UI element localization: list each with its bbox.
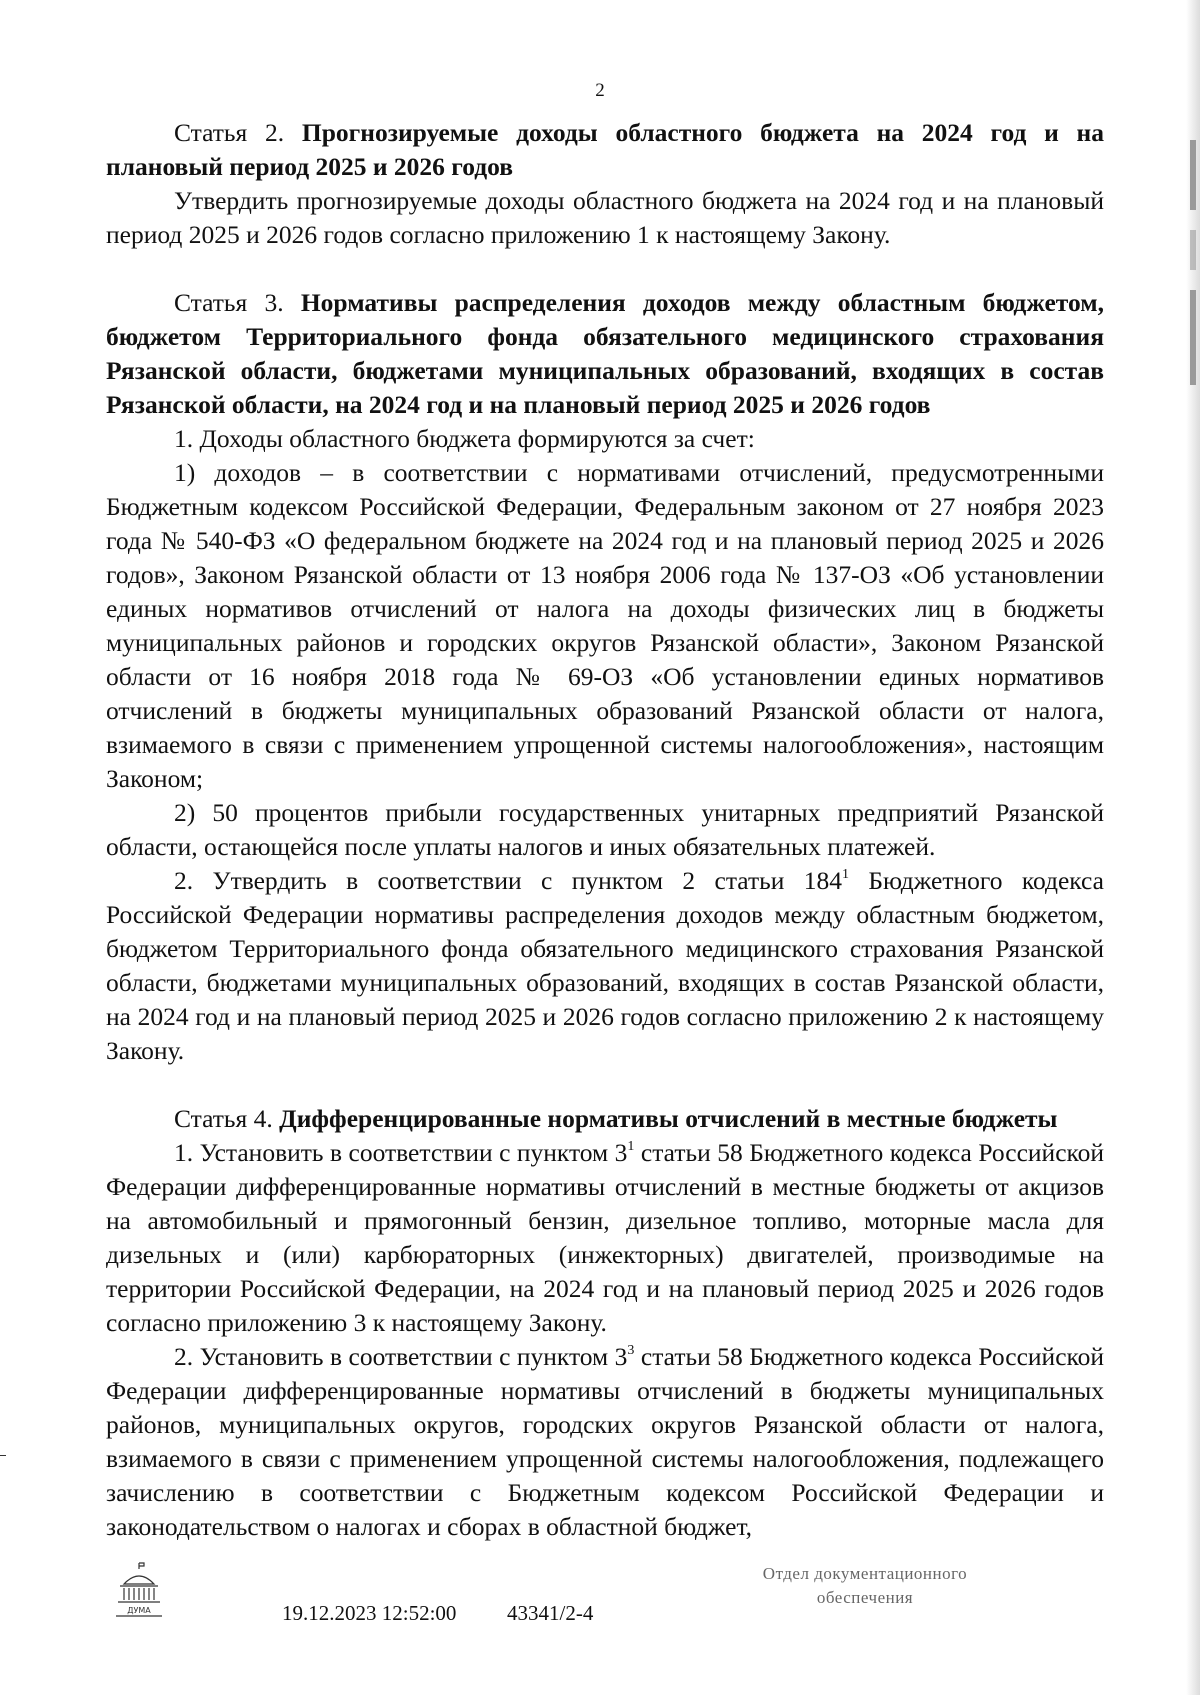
article-4-title: Дифференцированные нормативы отчислений в местные бюджеты [279,1104,1058,1133]
article-3-paragraph-1: 1. Доходы областного бюджета формируются за счет: [174,424,755,453]
article-4-paragraph-1: 1. Установить в соответствии с пунктом $3^1$ статьи 58 Бюджетного кодекса Российской Федерации дифференцированные нормативы отчислений в местные бюджеты от акцизов на автомобильный и прямогонный бензин, дизельное топливо, моторные масла для дизельных и (или) карбюраторных (инжекторных) двигателей, производимые на территории Российской Федерации, на 2024 год и на плановый период 2025 и 2026 годов согласно приложению 3 к настоящему Закону. [106,1138,1105,1337]
footer-timestamp: 19.12.2023 12:52:00 [282,1601,457,1625]
article-2-paragraph: Утвердить прогнозируемые доходы областного бюджета на 2024 год и на плановый период 2025 и 2026 годов согласно приложению 1 к настоящему Закону. [106,186,1104,249]
article-2-heading: Статья 2. Прогнозируемые доходы областного бюджета на 2024 год и на плановый период 2025 и 2026 годов [106,118,1104,181]
footer-doc-number: 43341/2-4 [507,1601,594,1625]
article-4-heading: Статья 4. Дифференцированные нормативы отчислений в местные бюджеты [174,1104,1058,1133]
stamp-line-2: обеспечения [816,1588,914,1607]
article-4-paragraph-2: 2. Установить в соответствии с пунктом $3^3$ статьи 58 Бюджетного кодекса Российской Федерации дифференцированные нормативы отчислений в бюджеты муниципальных районов, муниципальных округов, городских округов Рязанской области от налога, взимаемого в связи с применением упрощенной системы налогообложения, подлежащего зачислению в соответствии с Бюджетным кодексом Российской Федерации и законодательством о налогах и сборах в областной бюджет, [106,1342,1105,1541]
article-3-title: Нормативы распределения доходов между областным бюджетом, бюджетом Территориального фонда обязательного медицинского страхования Рязанской области, бюджетами муниципальных образований, входящих в состав Рязанской области, на 2024 год и на плановый период 2025 и 2026 годов [106,288,1104,419]
logo-text: ДУМА [127,1606,151,1615]
document-body [106,116,1104,1544]
article-2-title: Прогнозируемые доходы областного бюджета на 2024 год и на плановый период 2025 и 2026 годов [106,118,1104,181]
scan-edge [1186,0,1200,1695]
department-stamp [710,1562,1020,1610]
stamp-line-1: Отдел документационного [762,1564,968,1583]
article-3-paragraph-1-1: 1) доходов – в соответствии с нормативами отчислений, предусмотренными Бюджетным кодексом Российской Федерации, Федеральным законом от 27 ноября 2023 года № 540-ФЗ «О федеральном бюджете на 2024 год и на плановый период 2025 и 2026 годов», Законом Рязанской области от 13 ноября 2006 года № 137-ОЗ «Об установлении единых нормативов отчислений от налога на доходы физических лиц в бюджеты муниципальных районов и городских округов Рязанской области», Законом Рязанской области от 16 ноября 2018 года № 69-ОЗ «Об установлении единых нормативов отчислений в бюджеты муниципальных образований Рязанской области от налога, взимаемого в связи с применением упрощенной системы налогообложения», настоящим Законом; [106,458,1104,793]
margin-mark [0,1455,6,1456]
page-number: 2 [595,80,605,101]
article-3-paragraph-1-2: 2) 50 процентов прибыли государственных унитарных предприятий Рязанской области, остающейся после уплаты налогов и иных обязательных платежей. [106,798,1104,861]
duma-building-logo-icon [108,1560,170,1622]
article-3-heading: Статья 3. Нормативы распределения доходов между областным бюджетом, бюджетом Территориального фонда обязательного медицинского страхования Рязанской области, бюджетами муниципальных образований, входящих в состав Рязанской области, на 2024 год и на плановый период 2025 и 2026 годов [106,288,1104,419]
article-3-paragraph-2: 2. Утвердить в соответствии с пунктом 2 статьи $184^1$ Бюджетного кодекса Российской Федерации нормативы распределения доходов между областным бюджетом, бюджетом Территориального фонда обязательного медицинского страхования Рязанской области, бюджетами муниципальных образований, входящих в состав Рязанской области, на 2024 год и на плановый период 2025 и 2026 годов согласно приложению 2 к настоящему Закону. [106,866,1104,1065]
